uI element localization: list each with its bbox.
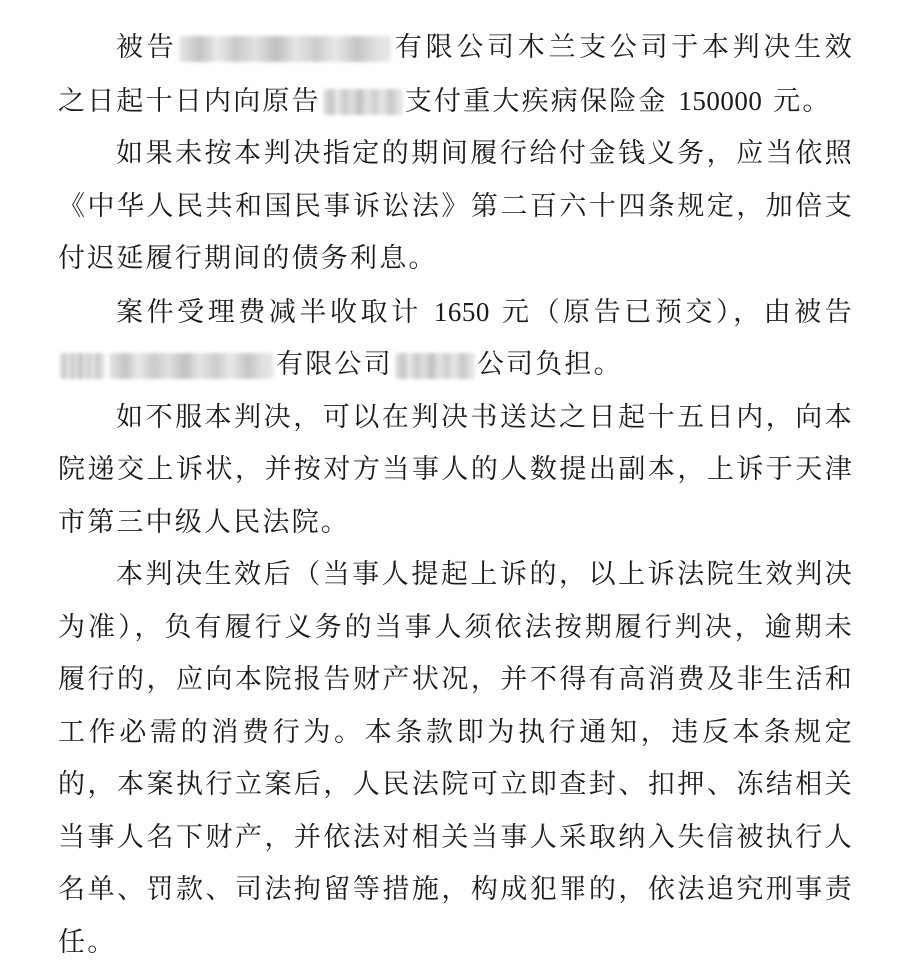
text-segment: 支付重大疾病保险金 — [404, 85, 668, 117]
case-fee-amount: 1650 — [433, 296, 490, 327]
redacted-branch-name — [395, 353, 475, 379]
text-segment: 元。 — [773, 85, 832, 117]
text-segment: 有限公司 — [276, 349, 393, 380]
redacted-company-name — [179, 36, 391, 62]
redacted-plaintiff-name — [323, 89, 403, 115]
paragraph-payment-order — [58, 22, 854, 128]
redacted-company-name — [60, 353, 105, 379]
judgment-document — [58, 22, 854, 969]
text-segment: 被告 — [116, 32, 178, 63]
paragraph-appeal-rights: 如不服本判决，可以在判决书送达之日起十五日内，向本院递交上诉状，并按对方当事人的人数提出副本，上诉于天津市第三中级人民法院。 — [58, 401, 854, 538]
paragraph-case-fee — [58, 286, 854, 392]
text-segment: 有限公司木兰支公司于本判决生效之日起十日内向原告 — [58, 32, 855, 117]
paragraph-enforcement-notice: 本判决生效后（当事人提起上诉的，以上诉法院生效判决为准），负有履行义务的当事人须依法按期履行判决，逾期未履行的，应向本院报告财产状况，并不得有高消费及非生活和工作必需的消费行为。本条款即为执行通知，违反本条规定的，本案执行立案后，人民法院可立即查封、扣押、冻结相关当事人名下财产，并依法对相关当事人采取纳入失信被执行人名单、罚款、司法拘留等措施，构成犯罪的，依法追究刑事责任。 — [58, 559, 854, 958]
text-segment: 元（原告已预交），由被告 — [502, 296, 854, 328]
insurance-amount: 150000 — [678, 85, 763, 116]
paragraph-delay-interest: 如果未按本判决指定的期间履行给付金钱义务，应当依照《中华人民共和国民事诉讼法》第二百六十四条规定，加倍支付迟延履行期间的债务利息。 — [58, 138, 854, 274]
text-segment: 案件受理费减半收取计 — [116, 296, 422, 328]
text-segment: 公司负担。 — [476, 349, 623, 380]
redacted-company-name — [109, 353, 274, 379]
